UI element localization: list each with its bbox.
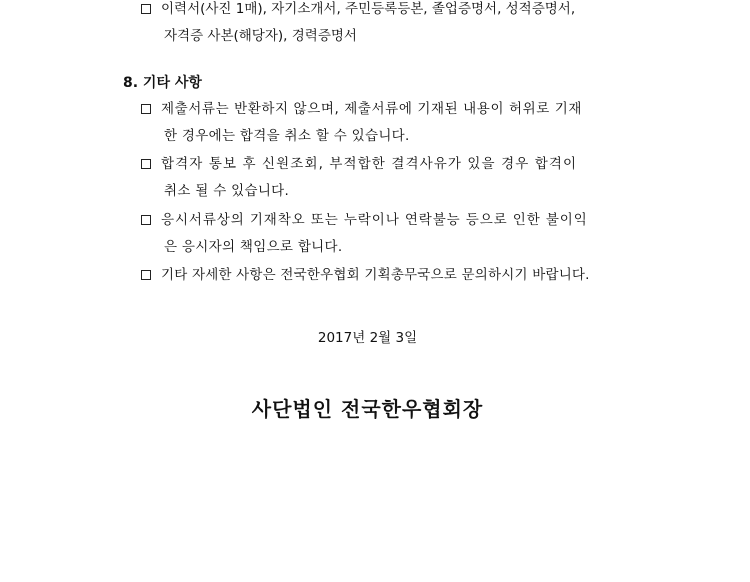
- list-item-line2: 한 경우에는 합격을 취소 할 수 있습니다.: [164, 128, 410, 144]
- list-item-line1: 기타 자세한 사항은 전국한우협회 기획총무국으로 문의하시기 바랍니다.: [161, 267, 590, 283]
- list-item-line2: 은 응시자의 책임으로 합니다.: [164, 239, 343, 255]
- documents-list-line2: 자격증 사본(해당자), 경력증명서: [164, 28, 357, 44]
- checkbox-icon: [141, 159, 151, 169]
- list-item-line1: 제출서류는 반환하지 않으며, 제출서류에 기재된 내용이 허위로 기재: [161, 101, 583, 117]
- list-item-line1: 응시서류상의 기재착오 또는 누락이나 연락불능 등으로 인한 불이익: [161, 212, 588, 228]
- list-item-line1: 합격자 통보 후 신원조회, 부적합한 결격사유가 있을 경우 합격이: [161, 156, 578, 172]
- checkbox-icon: [141, 270, 151, 280]
- organization-name: 사단법인 전국한우협회장: [251, 397, 484, 421]
- checkbox-icon: [141, 4, 151, 14]
- checkbox-icon: [141, 215, 151, 225]
- list-item-line2: 취소 될 수 있습니다.: [164, 183, 290, 199]
- document-date: 2017년 2월 3일: [317, 330, 418, 346]
- documents-list-line1: 이력서(사진 1매), 자기소개서, 주민등록등본, 졸업증명서, 성적증명서,: [161, 1, 576, 17]
- section-heading: 8. 기타 사항: [123, 75, 202, 91]
- checkbox-icon: [141, 104, 151, 114]
